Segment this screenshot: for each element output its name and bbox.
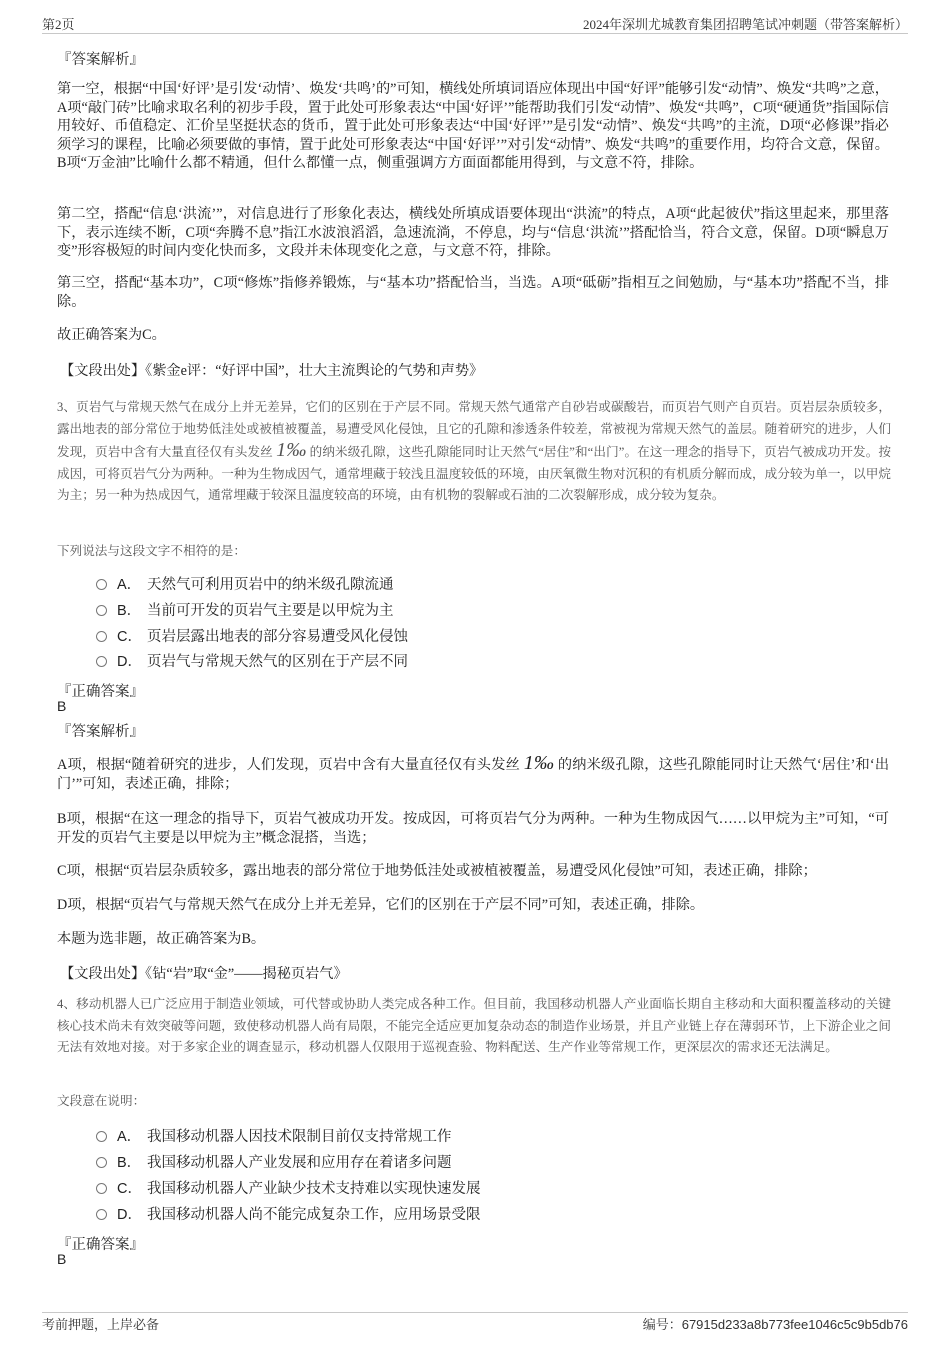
radio-icon — [96, 1157, 107, 1168]
page-number: 第2页 — [42, 17, 75, 32]
page-header — [42, 14, 908, 34]
q3-option-b[interactable]: B． 当前可开发的页岩气主要是以甲烷为主 — [96, 600, 394, 622]
q4-correct-answer: B — [57, 1251, 67, 1267]
q3-analysis-d: D项，根据“页岩气与常规天然气在成分上并无差异，它们的区别在于产层不同”可知，表述正确，排除。 — [57, 897, 705, 913]
q3-option-d[interactable]: D． 页岩气与常规天然气的区别在于产层不同 — [96, 651, 408, 673]
q4-option-c[interactable]: C． 我国移动机器人产业缺少技术支持难以实现快速发展 — [96, 1178, 481, 1200]
q2-analysis-label: 『答案解析』 — [57, 52, 144, 68]
q3-analysis-a: A项，根据“随着研究的进步，人们发现，页岩中含有大量直径仅有头发丝 1‰ 的纳米级孔隙，这些孔隙能同时让天然气‘居住’和‘出门’”可知，表述正确，排除； — [57, 752, 890, 792]
q4-option-a[interactable]: A． 我国移动机器人因技术限制目前仅支持常规工作 — [96, 1126, 452, 1148]
footer-code: 编号：67915d233a8b773fee1046c5c9b5db76 — [642, 1317, 908, 1332]
q3-analysis-b: B项，根据“在这一理念的指导下，页岩气被成功开发。按成因，可将页岩气分为两种。一种为生物成因气……以甲烷为主”可知，“可开发的页岩气主要是以甲烷为主”概念混搭，当选； — [57, 811, 889, 846]
q3-passage: 3、页岩气与常规天然气在成分上并无差异，它们的区别在于产层不同。常规天然气通常产自砂岩或碳酸岩，而页岩气则产自页岩。页岩层杂质较多，露出地表的部分常位于地势低洼处或被植被覆盖，易遭受风化侵蚀，且它的孔隙和渗透条件较差，常被视为常规天然气的盖层。随着研究的进步，人们发现，页岩中含有大量直径仅有头发丝 1‰ 的纳米级孔隙，这些孔隙能同时让天然气“居住”和“出门”。在这一理念的指导下，页岩气被成功开发。按成因，可将页岩气分为两种。一种为生物成因气，通常埋藏于较浅且温度较低的环境，由厌氧微生物对沉积的有机质分解而成，成分较为单一，以甲烷为主；另一种为热成因气，通常埋藏于较深且温度较高的环境，由有机物的裂解或石油的二次裂解形成，成分较为复杂。 — [57, 400, 892, 503]
q3-prompt: 下列说法与这段文字不相符的是： — [57, 544, 246, 558]
document-title: 2024年深圳尤城教育集团招聘笔试冲刺题（带答案解析） — [582, 17, 908, 32]
q4-option-b[interactable]: B． 我国移动机器人产业发展和应用存在着诸多问题 — [96, 1152, 452, 1174]
q2-analysis-para3: 第三空，搭配“基本功”，C项“修炼”指修养锻炼，与“基本功”搭配恰当，当选。A项“砥砺”指相互之间勉励，与“基本功”搭配不当，排除。 — [57, 275, 889, 310]
q3-correct-answer: B — [57, 698, 67, 714]
radio-icon — [96, 631, 107, 642]
radio-icon — [96, 1183, 107, 1194]
radio-icon — [96, 1131, 107, 1142]
q3-source: 【文段出处】《钻“岩”取“金”——揭秘页岩气》 — [60, 966, 348, 982]
radio-icon — [96, 579, 107, 590]
q3-correct-label: 『正确答案』 — [57, 684, 144, 700]
fraction-one-per-mille: 1‰ — [276, 439, 307, 462]
footer-slogan: 考前押题，上岸必备 — [42, 1317, 160, 1332]
q2-analysis-para1: 第一空，根据“中国‘好评’是引发‘动情’、焕发‘共鸣’的”可知，横线处所填词语应体现出中国“好评”能够引发“动情”、焕发“共鸣”之意，A项“敲门砖”比喻求取名利的初步手段，置于此处可形象表达“中国‘好评’”能帮助我们引发“动情”、焕发“共鸣”，C项“硬通货”指国际信用较好、币值稳定、汇价呈坚挺状态的货币，置于此处可形象表达“中国‘好评’”是引发“动情”、焕发“共鸣”的主流，D项“必修课”指必须学习的课程，比喻必须要做的事情，置于此处可形象表达“中国‘好评’”对引发“动情”、焕发“共鸣”的重要作用，均符合文意，保留。B项“万金油”比喻什么都不精通，但什么都懂一点，侧重强调方方面面都能用得到，与文意不符，排除。 — [57, 81, 889, 172]
radio-icon — [96, 1209, 107, 1220]
fraction-one-per-mille: 1‰ — [523, 752, 555, 774]
q3-option-a[interactable]: A． 天然气可利用页岩中的纳米级孔隙流通 — [96, 574, 394, 596]
q2-conclusion: 故正确答案为C。 — [57, 327, 166, 343]
header-divider — [42, 33, 908, 34]
radio-icon — [96, 605, 107, 616]
q3-conclusion: 本题为选非题，故正确答案为B。 — [57, 931, 266, 947]
footer-divider — [42, 1312, 908, 1313]
q4-prompt: 文段意在说明： — [57, 1094, 146, 1108]
radio-icon — [96, 656, 107, 667]
q2-source: 【文段出处】《紫金e评：“好评中国”，壮大主流舆论的气势和声势》 — [60, 363, 484, 379]
q3-option-c[interactable]: C． 页岩层露出地表的部分容易遭受风化侵蚀 — [96, 626, 408, 648]
q2-analysis-para2: 第二空，搭配“信息‘洪流’”，对信息进行了形象化表达，横线处所填成语要体现出“洪流”的特点，A项“此起彼伏”指这里起来，那里落下，表示连续不断，C项“奔腾不息”指江水波浪滔滔，急速流淌，不停息，均与“信息‘洪流’”搭配恰当，符合文意，保留。D项“瞬息万变”形容极短的时间内变化快而多，文段并未体现变化之意，与文意不符，排除。 — [57, 206, 889, 260]
q4-passage: 4、移动机器人已广泛应用于制造业领域，可代替或协助人类完成各种工作。但目前，我国移动机器人产业面临长期自主移动和大面积覆盖移动的关键核心技术尚未有效突破等问题，致使移动机器人尚有局限，不能完全适应更加复杂动态的制造作业场景，并且产业链上存在薄弱环节，上下游企业之间无法有效地对接。对于多家企业的调查显示，移动机器人仅限用于巡视查验、物料配送、生产作业等常规工作，更深层次的需求还无法满足。 — [57, 997, 891, 1055]
q3-analysis-label: 『答案解析』 — [57, 724, 144, 740]
q4-correct-label: 『正确答案』 — [57, 1237, 144, 1253]
q3-analysis-c: C项，根据“页岩层杂质较多，露出地表的部分常位于地势低洼处或被植被覆盖，易遭受风化侵蚀”可知，表述正确，排除； — [57, 863, 817, 879]
q4-option-d[interactable]: D． 我国移动机器人尚不能完成复杂工作，应用场景受限 — [96, 1204, 481, 1226]
